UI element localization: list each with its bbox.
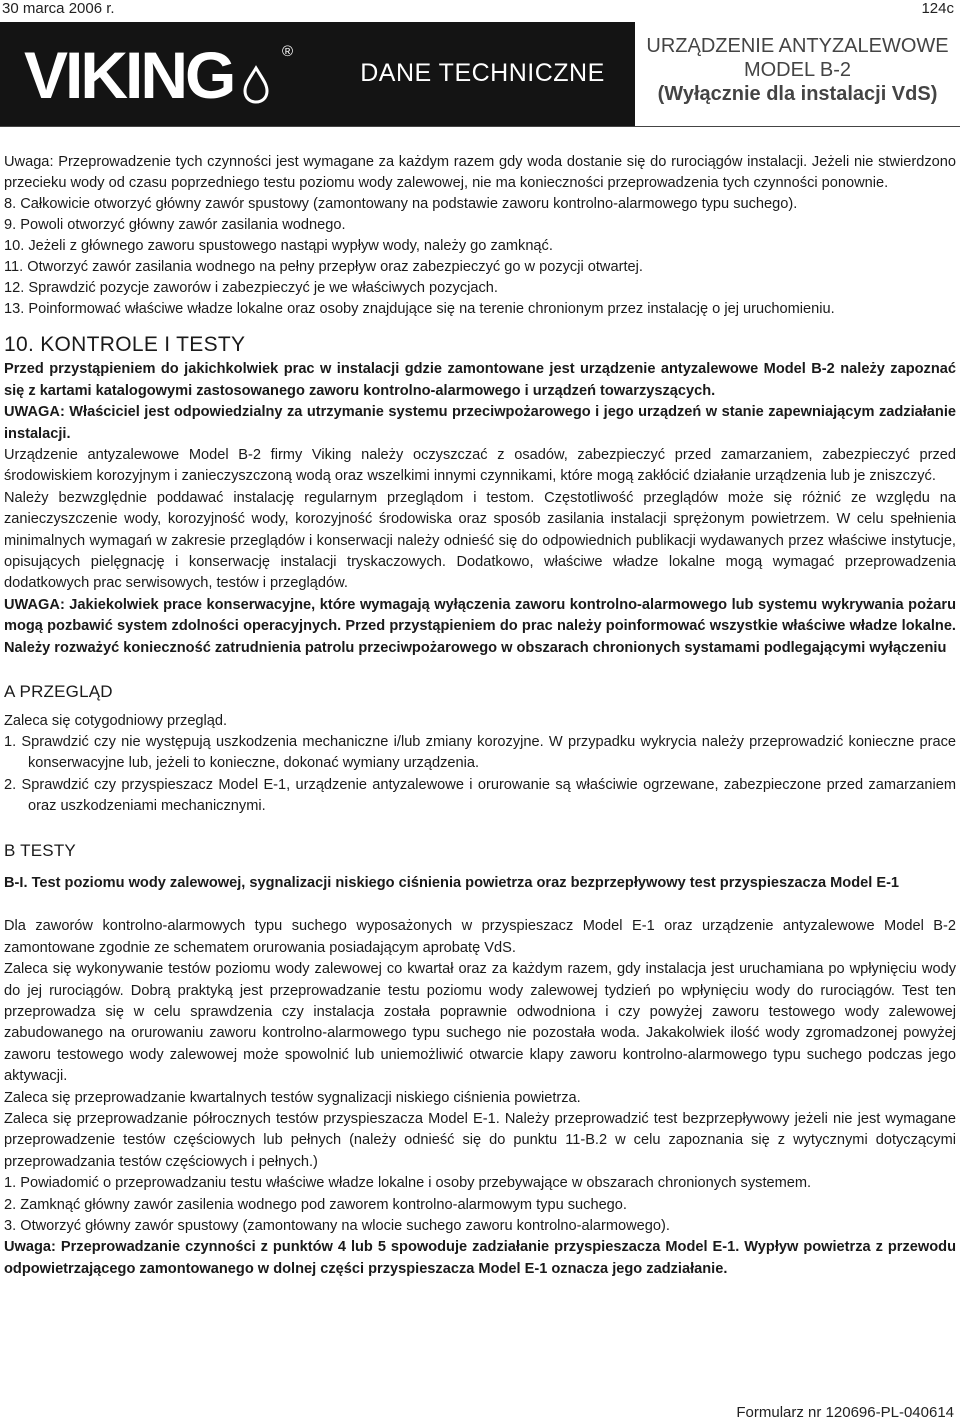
section-b1-final-note: Uwaga: Przeprowadzanie czynności z punktów 4 lub 5 spowoduje zadziałanie przyspieszacza Model E-1. Wypływ powietrza z przewodu odpowietrzającego zamontowanego w dolnej części przyspieszacza Model E-1 oznacza jego zadziałanie. <box>4 1239 956 1277</box>
product-note: (Wyłącznie dla instalacji VdS) <box>657 83 938 105</box>
step-9: 9. Powoli otworzyć główny zawór zasilania wodnego. <box>4 217 346 233</box>
header-divider <box>0 126 960 127</box>
section-b1-accelerator: Zaleca się przeprowadzanie półrocznych testów przyspieszacza Model E-1. Należy przeprowadzić test bezprzepływowy jeżeli nie jest wymagane przeprowadzenie testów częściowych lub pełnych (należy odnieść się do punktu 11-B.2 w celu zapoznania się z wytycznymi dotyczącymi przeprowadzania testów częściowych i pełnych.) <box>4 1111 956 1170</box>
section-b1-frequency: Zaleca się wykonywanie testów poziomu wody zalewowej co kwartał oraz za każdym razem, gdy instalacja jest uruchamiana po wpłynięciu wody do jej rurociągów. Dobrą praktyką jest przeprowadzanie testu poziomu wody zalewowej tydzień po wpłynięciu wody do rurociągów. Test ten przeprowadza się w celu sprawdzenia czy instalacja została poprawnie odwodniona i czy powyżej zaworu testowego wody zalewowej zabudowanego na orurowaniu zaworu kontrolno-alarmowego typu suchego nie pozostała woda. Jakakolwiek ilość wody zgromadzonej powyżej zaworu testowego wody zalewowej może spowolnić lub uniemożliwić otwarcie klapy zaworu kontrolno-alarmowego typu suchego podczas jego aktywacji. <box>4 961 956 1085</box>
section-a-item-1: 1. Sprawdzić czy nie występują uszkodzenia mechaniczne i/lub zmiany korozyjne. W przypadku wykrycia należy przeprowadzić konieczne prace konserwacyjne lub, jeżeli to konieczne, dokonać wymiany urządzenia. <box>4 733 956 772</box>
viking-logo <box>24 38 324 113</box>
product-name: URZĄDZENIE ANTYZALEWOWE <box>646 35 949 57</box>
product-title-block <box>635 22 960 126</box>
step-13: 13. Poinformować właściwe władze lokalne oraz osoby znajdujące się na terenie chronionym przez instalację o jej uruchomieniu. <box>4 301 835 317</box>
viking-logo-icon <box>24 38 324 108</box>
step-10: 10. Jeżeli z głównego zaworu spustowego nastąpi wypływ wody, należy go zamknąć. <box>4 238 553 254</box>
section-10-warning: UWAGA: Jakiekolwiek prace konserwacyjne, które wymagają wyłączenia zaworu kontrolno-alarmowego lub systemu wykrywania pożaru mogą pozbawić system zdolności operacyjnych. Przed przystąpieniem do prac należy poinformować wszystkie właściwe władze lokalne. Należy rozważyć konieczność zatrudnienia patrolu przeciwpożarowego w obszarach chronionych systamami podlegającymi wyłączeniu <box>4 596 956 656</box>
header-dark-band <box>0 22 635 126</box>
step-12: 12. Sprawdzić pozycje zaworów i zabezpieczyć je we właściwych pozycjach. <box>4 280 498 296</box>
document-header <box>0 22 960 126</box>
section-a-intro: Zaleca się cotygodniowy przegląd. <box>4 712 228 729</box>
step-11: 11. Otworzyć zawór zasilania wodnego na pełny przepływ oraz zabezpieczyć go w pozycji otwartej. <box>4 259 643 275</box>
section-10-intro: Przed przystąpieniem do jakichkolwiek prac w instalacji gdzie zamontowane jest urządzenie antyzalewowe Model B-2 należy zapoznać się z kartami katalogowymi zastosowanego zaworu kontrolno-alarmowego i urządzeń towarzyszących. <box>4 361 956 399</box>
intro-note <box>4 152 956 194</box>
section-a-item-2: 2. Sprawdzić czy przyspieszacz Model E-1, urządzenie antyzalewowe i orurowanie są właściwie ogrzewane, zabezpieczone przed zamarzaniem oraz uszkodzeniami mechanicznymi. <box>4 776 956 815</box>
spacer <box>4 894 956 916</box>
intro-block <box>4 152 956 320</box>
section-b1-low-air: Zaleca się przeprowadzanie kwartalnych testów sygnalizacji niskiego ciśnienia powietrza. <box>4 1089 581 1106</box>
header-title: DANE TECHNICZNE <box>360 59 605 87</box>
document-body <box>4 152 956 1280</box>
section-b1-item-3: 3. Otworzyć główny zawór spustowy (zamontowany na wlocie suchego zaworu kontrolno-alarmowego). <box>4 1218 670 1235</box>
form-number: Formularz nr 120696-PL-040614 <box>736 1404 954 1421</box>
section-b-heading: B TESTY <box>4 840 76 860</box>
section-10-heading: 10. KONTROLE I TESTY <box>4 333 246 356</box>
section-b1-item-2: 2. Zamknąć główny zawór zasilenia wodnego pod zaworem kontrolno-alarmowym typu suchego. <box>4 1196 627 1213</box>
note-label: Uwaga <box>4 154 50 170</box>
logo-wordmark: VIKING <box>24 38 234 108</box>
water-drop-icon <box>245 68 267 102</box>
product-model: MODEL B-2 <box>743 59 852 81</box>
note-text: : Przeprowadzenie tych czynności jest wymagane za każdym razem gdy woda dostanie się do rurociągów instalacji. Jeżeli nie stwierdzono przecieku wody od czasu poprzedniego testu poziomu wody zalewowej, nie ma konieczności przeprowadzenia tych czynności ponownie. <box>4 154 956 191</box>
document-date: 30 marca 2006 r. <box>2 0 115 17</box>
step-8: 8. Całkowicie otworzyć główny zawór spustowy (zamontowany na podstawie zaworu kontrolno-alarmowego typu suchego). <box>4 196 798 212</box>
section-10-inspections: Należy bezwzględnie poddawać instalację regularnym przeglądom i testom. Częstotliwość przeglądów może się różnić ze względu na zanieczyszczenie wody, korozyjność wody, korozyjność środowiska oraz sposób zasilania instalacji sprężonym powietrzem. W celu spełnienia minimalnych wymagań w zakresie przeglądów i konserwacji należy odnieść się do odpowiednich publikacji wydawanych przez właściwe instytucje, opisujących pielęgnację i konserwację instalacji tryskaczowych. Dodatkowo, właściwe władze lokalne mogą wymagać przeprowadzenia dodatkowych prac serwisowych, testów i przeglądów. <box>4 489 956 592</box>
registered-mark: ® <box>282 43 294 60</box>
section-a-heading: A PRZEGLĄD <box>4 682 113 702</box>
section-10-owner-warning: UWAGA: Właściciel jest odpowiedzialny za utrzymanie systemu przeciwpożarowego i jego urządzeń w stanie zapewniającym zadziałanie instalacji. <box>4 404 956 442</box>
section-10-maintenance: Urządzenie antyzalewowe Model B-2 firmy Viking należy oczyszczać z osadów, zabezpieczyć przed zamarzaniem, zabezpieczyć przed środowiskiem korozyjnym i zanieczyszczoną wodą oraz wszelkimi innymi czynnikami, które mogą zakłócić działanie urządzenia lub je zniszczyć. <box>4 447 956 485</box>
section-b1-applicability: Dla zaworów kontrolno-alarmowych typu suchego wyposażonych w przyspieszacz Model E-1 oraz urządzenie antyzalewowe Model B-2 zamontowane zgodnie ze schematem orurowania posiadającym aprobatę VdS. <box>4 918 956 956</box>
top-line <box>2 0 954 18</box>
document-code: 124c <box>921 0 954 17</box>
section-b1-item-1: 1. Powiadomić o przeprowadzaniu testu właściwe władze lokalne i osoby przebywające w obszarach chronionych systemem. <box>4 1175 812 1192</box>
section-b1-heading: B-I. Test poziomu wody zalewowej, sygnalizacji niskiego ciśnienia powietrza oraz bezprzepływowy test przyspieszacza Model E-1 <box>4 874 900 891</box>
